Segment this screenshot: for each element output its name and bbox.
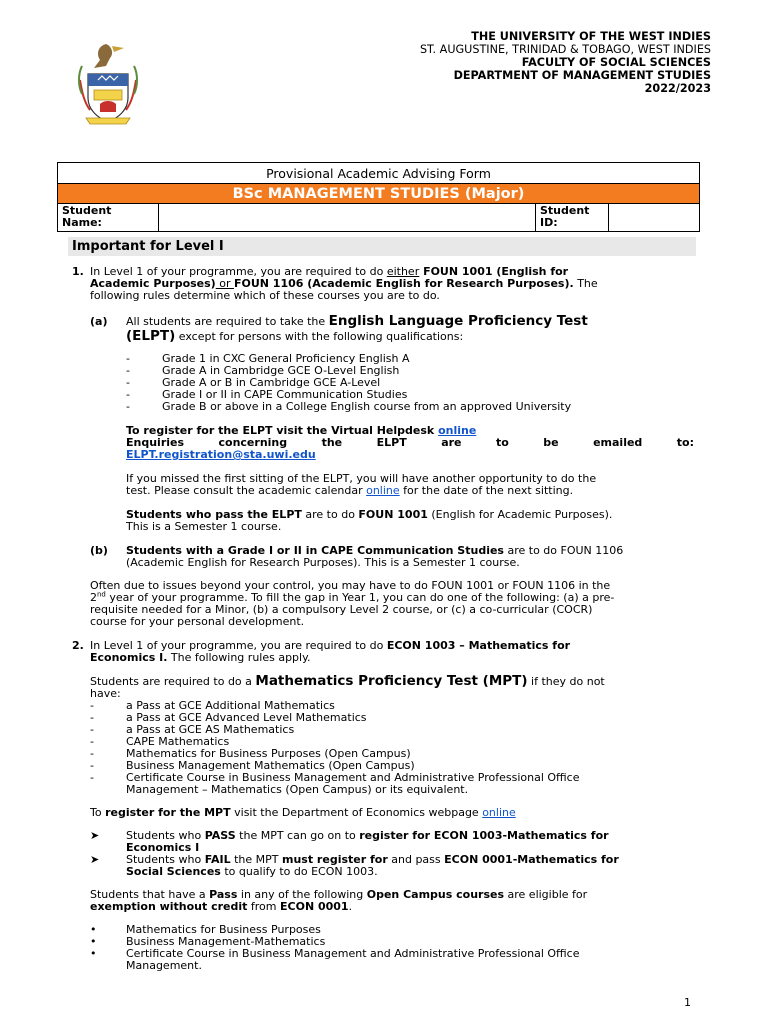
elpt-helpdesk-link[interactable]: online xyxy=(438,424,477,437)
item-1-eap: Academic Purposes) xyxy=(90,277,216,290)
academic-calendar-link[interactable]: online xyxy=(366,484,400,497)
list-item: a Pass at GCE AS Mathematics xyxy=(126,723,295,736)
sub-b-line-2: (Academic English for Research Purposes). This is a Semester 1 course. xyxy=(126,556,520,569)
mpt-pass-a: Students who xyxy=(126,829,205,842)
item-1-text: In Level 1 of your programme, you are required to do xyxy=(90,265,387,278)
enq-word: Enquiries xyxy=(126,436,185,449)
oc-econ0001: ECON 0001 xyxy=(280,900,349,913)
oc-period: . xyxy=(348,900,353,913)
list-item: Grade 1 in CXC General Proficiency English A xyxy=(162,352,410,365)
list-dash: - xyxy=(90,723,94,736)
list-item: Certificate Course in Business Management and Administrative Professional Office xyxy=(126,947,580,960)
mpt-req-end: if they do not xyxy=(527,675,605,688)
list-dash: - xyxy=(126,388,130,401)
list-item: Mathematics for Business Purposes xyxy=(126,923,321,936)
mpt-req-text: Students are required to do a xyxy=(90,675,256,688)
elpt-missed-line-1: If you missed the first sitting of the ELPT, you will have another opportunity to do the xyxy=(126,472,597,485)
list-dash: - xyxy=(90,759,94,772)
enq-word: are xyxy=(441,436,462,449)
list-dash: - xyxy=(90,747,94,760)
enq-word: emailed xyxy=(593,436,643,449)
sub-b-cape: Students with a Grade I or II in CAPE Communication Studies xyxy=(126,544,504,557)
student-name-label-line2: Name: xyxy=(62,216,102,229)
list-item: Business Management Mathematics (Open Campus) xyxy=(126,759,415,772)
enq-word: concerning xyxy=(218,436,288,449)
list-dash: - xyxy=(126,364,130,377)
item-1-foun1001: FOUN 1001 (English for xyxy=(419,265,569,278)
mpt-pass-c: the MPT can go on to xyxy=(235,829,360,842)
list-dash: - xyxy=(90,771,94,784)
department-name: DEPARTMENT OF MANAGEMENT STUDIES xyxy=(453,69,711,82)
item-2-number: 2. xyxy=(72,639,84,652)
campus-location: ST. AUGUSTINE, TRINIDAD & TOBAGO, WEST INDIES xyxy=(419,43,711,56)
mpt-req-line-1 xyxy=(90,674,605,689)
mpt-pass-b: PASS xyxy=(204,829,236,842)
often-line-1: Often due to issues beyond your control, you may have to do FOUN 1001 or FOUN 1106 in the xyxy=(90,579,611,592)
arrow-icon: ➤ xyxy=(90,829,100,842)
enq-word: the xyxy=(321,436,343,449)
mpt-pass-d: register for ECON 1003-Mathematics for xyxy=(359,829,609,842)
oc-courses: Open Campus courses xyxy=(366,888,505,901)
sub-a-elpt-abbr: (ELPT) xyxy=(126,328,176,344)
mpt-fail-ss: Social Sciences xyxy=(126,865,221,878)
list-dash: - xyxy=(126,400,130,413)
pass-elpt: Students who pass the ELPT xyxy=(126,508,302,521)
academic-year: 2022/2023 xyxy=(644,82,711,95)
student-id-label-line1: Student xyxy=(540,204,590,217)
mpt-pass-line-2: Economics I xyxy=(126,841,200,854)
mpt-visit: visit the Department of Economics webpage xyxy=(230,806,483,819)
mpt-fail-c: the MPT xyxy=(230,853,282,866)
student-id-field[interactable] xyxy=(609,204,700,232)
list-item: Grade B or above in a College English course from an approved University xyxy=(162,400,572,413)
oc-c: in any of the following xyxy=(237,888,367,901)
mpt-fail-e: and pass xyxy=(387,853,445,866)
mpt-to: To xyxy=(90,806,106,819)
often-line-3: requisite needed for a Minor, (b) a compulsory Level 2 course, or (c) a co-curricular (COCR) xyxy=(90,603,593,616)
student-name-field[interactable] xyxy=(159,204,536,232)
student-id-label-line2: ID: xyxy=(540,216,558,229)
list-item: Grade A in Cambridge GCE O-Level English xyxy=(162,364,400,377)
enq-word: be xyxy=(543,436,559,449)
pass-eap: (English for Academic Purposes). xyxy=(427,508,613,521)
programme-banner: BSc MANAGEMENT STUDIES (Major) xyxy=(58,184,700,204)
university-name: THE UNIVERSITY OF THE WEST INDIES xyxy=(471,30,711,43)
item-1-foun1106: FOUN 1106 (Academic English for Research Purposes). xyxy=(233,277,574,290)
page-number: 1 xyxy=(684,996,691,1009)
item-2-econ1003: ECON 1003 – Mathematics for xyxy=(386,639,571,652)
oc-exemption: exemption without credit xyxy=(90,900,248,913)
bullet-icon: • xyxy=(90,935,97,948)
mpt-register: register for the MPT xyxy=(105,806,231,819)
list-item: Certificate Course in Business Management and Administrative Professional Office xyxy=(126,771,580,784)
often-nd: nd xyxy=(97,590,106,599)
document-header xyxy=(420,30,711,95)
advising-form-table xyxy=(57,162,700,232)
pass-text: are to do xyxy=(301,508,359,521)
oc-pass: Pass xyxy=(209,888,238,901)
sub-a-label: (a) xyxy=(90,315,108,328)
mpt-fail-qualify: to qualify to do ECON 1003. xyxy=(220,865,378,878)
often-line-4: course for your personal development. xyxy=(90,615,305,628)
list-dash: - xyxy=(90,711,94,724)
mpt-name: Mathematics Proficiency Test (MPT) xyxy=(255,673,528,689)
mpt-req-line-2: have: xyxy=(90,687,121,700)
elpt-missed-line-2 xyxy=(126,485,573,497)
enq-word: ELPT xyxy=(376,436,407,449)
form-title: Provisional Academic Advising Form xyxy=(58,163,700,184)
list-item-continued: Management – Mathematics (Open Campus) or its equivalent. xyxy=(126,783,469,796)
mpt-fail-d: must register for xyxy=(282,853,388,866)
item-2-rules: The following rules apply. xyxy=(167,651,311,664)
mpt-register-line xyxy=(90,807,516,819)
student-name-label-line1: Student xyxy=(62,204,112,217)
oc-from: from xyxy=(247,900,280,913)
list-item: Grade I or II in CAPE Communication Studies xyxy=(162,388,408,401)
student-name-label xyxy=(58,204,159,232)
mpt-fail-b: FAIL xyxy=(204,853,231,866)
often-2: 2 xyxy=(90,591,97,604)
missed-text: test. Please consult the academic calendar xyxy=(126,484,367,497)
elpt-pass-line-2: This is a Semester 1 course. xyxy=(126,520,282,533)
sub-b-label: (b) xyxy=(90,544,108,557)
often-text: year of your programme. To fill the gap in Year 1, you can do one of the following: (a) a pre- xyxy=(105,591,615,604)
item-1-or: or xyxy=(215,277,234,290)
item-1-line-3: following rules determine which of these courses you are to do. xyxy=(90,289,440,302)
sub-a-line-2 xyxy=(126,329,463,344)
item-2-text: In Level 1 of your programme, you are required to do xyxy=(90,639,387,652)
economics-webpage-link[interactable]: online xyxy=(482,806,516,819)
mpt-fail-f: ECON 0001-Mathematics for xyxy=(444,853,619,866)
sub-b-foun1106: are to do FOUN 1106 xyxy=(503,544,624,557)
arrow-icon: ➤ xyxy=(90,853,100,866)
list-dash: - xyxy=(126,352,130,365)
list-dash: - xyxy=(90,699,94,712)
university-crest-logo xyxy=(76,40,140,126)
pass-foun1001: FOUN 1001 xyxy=(358,508,428,521)
missed-text-end: for the date of the next sitting. xyxy=(399,484,574,497)
bullet-icon: • xyxy=(90,947,97,960)
elpt-email-link[interactable]: ELPT.registration@sta.uwi.edu xyxy=(126,448,316,461)
sub-a-except: except for persons with the following qualifications: xyxy=(175,330,464,343)
enq-word: to xyxy=(495,436,509,449)
list-dash: - xyxy=(90,735,94,748)
list-item: a Pass at GCE Additional Mathematics xyxy=(126,699,335,712)
bullet-icon: • xyxy=(90,923,97,936)
section-heading: Important for Level I xyxy=(68,237,696,256)
mpt-fail-line-2 xyxy=(126,866,378,878)
item-1-number: 1. xyxy=(72,265,84,278)
item-2-econ-i: Economics I. xyxy=(90,651,168,664)
sub-a-line-1 xyxy=(126,314,588,329)
sub-a-elpt-name: English Language Proficiency Test xyxy=(328,313,588,329)
list-item-continued: Management. xyxy=(126,959,202,972)
enq-word: to: xyxy=(676,436,694,449)
sub-a-text: All students are required to take the xyxy=(126,315,329,328)
mpt-fail-a: Students who xyxy=(126,853,205,866)
list-item: a Pass at GCE Advanced Level Mathematics xyxy=(126,711,367,724)
oc-a: Students that have a xyxy=(90,888,210,901)
elpt-register-text: To register for the ELPT visit the Virtual Helpdesk xyxy=(126,424,439,437)
item-1-either: either xyxy=(386,265,420,278)
list-item: Grade A or B in Cambridge GCE A-Level xyxy=(162,376,381,389)
faculty-name: FACULTY OF SOCIAL SCIENCES xyxy=(521,56,711,69)
list-dash: - xyxy=(126,376,130,389)
list-item: Business Management-Mathematics xyxy=(126,935,326,948)
list-item: CAPE Mathematics xyxy=(126,735,230,748)
student-id-label xyxy=(536,204,609,232)
oc-e: are eligible for xyxy=(504,888,588,901)
open-campus-line-2 xyxy=(90,901,352,913)
item-1-the: The xyxy=(573,277,598,290)
item-2-line-2 xyxy=(90,652,311,664)
list-item: Mathematics for Business Purposes (Open Campus) xyxy=(126,747,411,760)
